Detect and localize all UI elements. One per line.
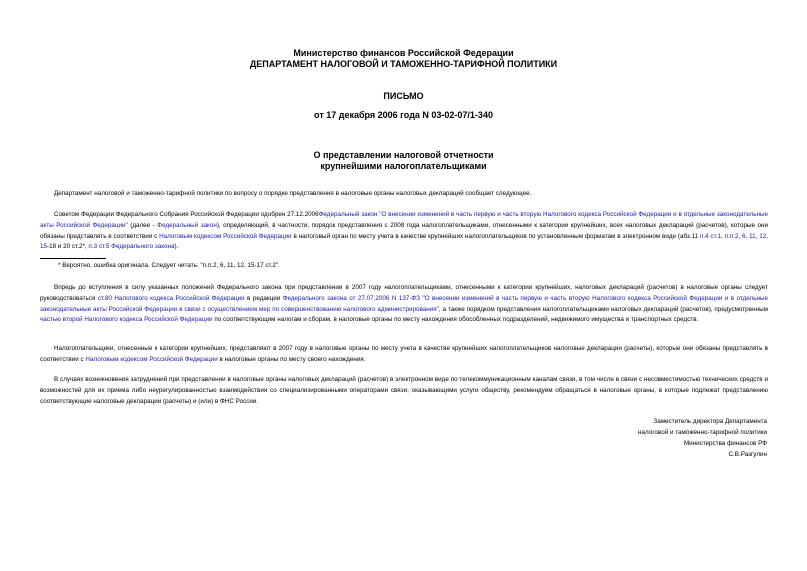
- paragraph-transitional: [40, 283, 768, 326]
- signature-block: [638, 416, 767, 460]
- paragraph-text: ,: [721, 232, 725, 240]
- department-name: ДЕПАРТАМЕНТ НАЛОГОВОЙ И ТАМОЖЕННО-ТАРИФНОЙ ПОЛИТИКИ: [249, 59, 558, 69]
- paragraph-text: -18 и 20 ст.2*,: [47, 243, 89, 251]
- document-date-number: от 17 декабря 2006 года N 03-02-07/1-340: [314, 110, 493, 120]
- link-p3-st5[interactable]: п.3 ст.5 Федерального закона: [88, 243, 175, 251]
- paragraph-text: в налоговые органы по месту своего нахождения.: [217, 355, 366, 363]
- link-p4-st1[interactable]: п.4 ст.1: [699, 232, 722, 240]
- link-tax-code-part-two[interactable]: частью второй Налогового кодекса Российской Федерации: [40, 316, 213, 324]
- paragraph-text: , а также порядком представления налогоплательщиками налоговых деклараций (расчетов), предусмотренным: [438, 305, 768, 313]
- paragraph-text: Советом Федерации Федерального Собрания Российской Федерации одобрен 27.12.2006: [54, 211, 319, 218]
- paragraph-difficulties: [40, 375, 768, 407]
- paragraph-text: Департамент налоговой и таможенно-тарифной политики по вопросу о порядке представления в налоговые органы налоговых деклараций сообщает следующее.: [54, 190, 532, 197]
- paragraph-intro: [40, 189, 768, 200]
- paragraph-text: в налоговый орган по месту учета в качестве крупнейших налогоплательщиков по установленным форматам в электронном виде (абз.11: [291, 232, 700, 240]
- paragraph-text: ).: [174, 243, 179, 251]
- footnote-divider: [40, 258, 106, 259]
- document-type: ПИСЬМО: [383, 91, 424, 101]
- paragraph-text: Впредь до вступления в силу указанных положений Федерального закона при представлении в 2007 году налогоплательщиками, отнесенными к категории крупнейших, налоговых деклараций (расчетов) в налоговые органы следует руководствоваться: [40, 284, 768, 302]
- signature-line: налоговой и таможенно-тарифной политики: [638, 429, 767, 436]
- signature-line: Заместитель директора Департамента: [653, 418, 767, 425]
- subject-line-1: О представлении налоговой отчетности: [313, 150, 494, 160]
- signatory-name: С.В.Разгулин: [728, 451, 767, 458]
- paragraph-federal-law: [40, 210, 768, 253]
- link-pp-st2[interactable]: п.п.2, 6, 11, 12, 15: [40, 232, 768, 251]
- paragraph-text: по соответствующим налогам и сборам, в налоговые органы по месту нахождения обособленных подразделений, недвижимого имущества и транспортных средств.: [212, 316, 699, 324]
- link-federal-law-title[interactable]: Федеральный закон "О внесении изменений в часть первую и часть вторую Налогового кодекса Российской Федерации и в отдельные законодательные акты Российской Федерации": [40, 211, 768, 229]
- paragraph-text: ), определяющий, в частности, порядок представления с 2008 года налогоплательщиками, отнесенными к категории крупнейших, всех налоговых деклараций (расчетов), которые они обязаны представлять в соответствии с: [40, 221, 768, 240]
- link-st80-tax-code[interactable]: ст.80 Налогового кодекса Российской Федерации: [97, 294, 245, 302]
- paragraph-taxpayers: [40, 344, 768, 366]
- signature-line: Министерства финансов РФ: [683, 440, 767, 447]
- link-federal-law-137[interactable]: Федерального закона от 27.07.2006 N 137-ФЗ "О внесении изменений в часть первую и часть вторую Налогового кодекса Российской Федерации и в отдельные законодательные акты Российской Федерации в связи с осуществлением мер по совершенствованию налогового администрирования": [40, 294, 768, 313]
- link-tax-code-2[interactable]: Налоговым кодексом Российской Федерации: [85, 355, 218, 363]
- paragraph-text: В случаях возникновения затруднений при представлении в налоговые органы налоговых деклараций (расчетов) в электронном виде по телекоммуникационным каналам связи, в том числе в связи с несовместимостью технических средств и возможностей для их приема либо неурегулированностью взаимодействия со специализированными операторами связи, оказывающими услуги обществу, рекомендуем обращаться в налоговые органы, в которые подлежат представлению соответствующие налоговые декларации (расчеты) и (или) в ФНС России.: [40, 376, 768, 405]
- footnote: * Вероятно, ошибка оригинала. Следует читать: "п.п.2, 6, 11, 12, 15-17 ст.2".: [58, 262, 280, 269]
- ministry-name: Министерство финансов Российской Федерации: [293, 48, 514, 58]
- paragraph-text: (далее -: [127, 221, 158, 229]
- paragraph-text: в редакции: [244, 294, 283, 302]
- subject-line-2: крупнейшими налогоплательщиками: [320, 161, 487, 171]
- link-tax-code[interactable]: Налоговым кодексом Российской Федерации: [159, 232, 292, 240]
- paragraph-text: Налогоплательщики, отнесенные к категории крупнейших, представляют в 2007 году в налоговые органы по месту учета в качестве крупнейших налогоплательщиков налоговые декларации (расчеты), которые они обязаны представлять в соответствии с: [40, 345, 768, 363]
- link-federal-law[interactable]: Федеральный закон: [157, 221, 217, 229]
